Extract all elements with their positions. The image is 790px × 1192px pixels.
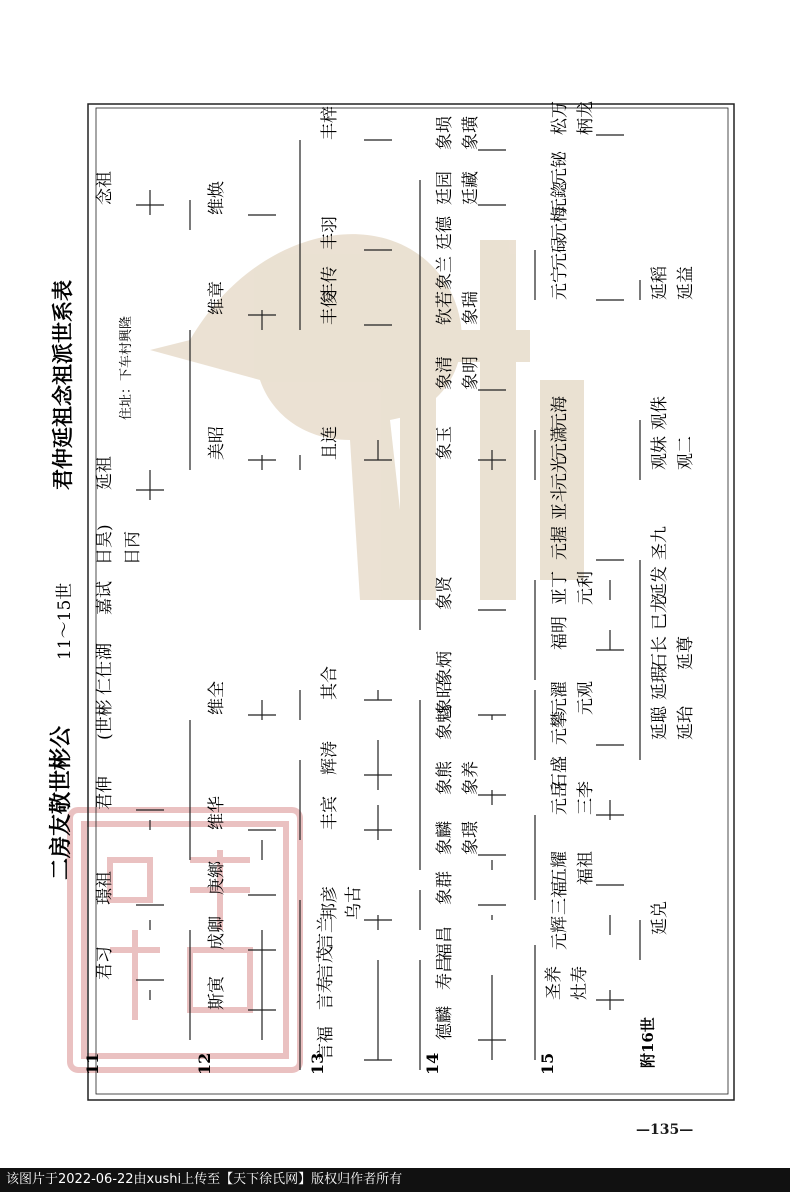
person-node: 延发	[650, 566, 670, 600]
person-node: 元濯	[550, 681, 570, 715]
person-node: 言寿	[316, 976, 336, 1010]
person-node: 元海	[550, 396, 570, 430]
person-node: 寿昌	[435, 956, 455, 990]
title-right-group	[50, 280, 75, 490]
person-node: 斯寅	[207, 976, 227, 1010]
person-node: 廷园	[435, 171, 455, 205]
person-node: 湖	[95, 643, 115, 660]
person-node: 言兰	[316, 916, 336, 950]
title-range-group	[55, 583, 75, 660]
person-node: 辉涛	[320, 741, 340, 775]
person-node: 元梅	[550, 206, 570, 240]
person-node: 福昌	[435, 926, 455, 960]
person-node: 象养	[461, 761, 481, 795]
tree-nodes	[95, 101, 696, 1060]
person-node: 延益	[676, 266, 696, 300]
person-node: 廷藏	[461, 171, 481, 205]
person-node: 元潇	[550, 426, 570, 460]
person-node: 元铋	[550, 151, 570, 185]
generation-label: 14	[423, 1052, 442, 1075]
person-node: 已龙	[650, 596, 670, 630]
person-node: 福祖	[576, 851, 596, 885]
title-range: 11～15世	[55, 582, 75, 660]
generation-label: 13	[308, 1052, 327, 1075]
title-left-group	[48, 725, 74, 880]
person-node: 观二	[676, 436, 696, 470]
person-node: 邦彦	[320, 886, 340, 920]
person-node: 柄龙	[576, 101, 596, 135]
person-node: 元鍃	[550, 181, 570, 215]
person-node: 维全	[207, 681, 227, 715]
person-node: 乌古	[344, 886, 364, 920]
person-node: 象玉	[435, 426, 455, 460]
person-node: 三福	[550, 881, 570, 915]
person-node: 日丙	[123, 531, 143, 565]
person-node: 元辉	[550, 916, 570, 950]
person-node: 象贤	[435, 576, 455, 610]
person-node: 延兑	[650, 901, 670, 935]
person-node: 象璟	[461, 821, 481, 855]
generation-label: 12	[195, 1052, 214, 1075]
person-node: 石长	[650, 636, 670, 670]
person-node: 延祖	[95, 456, 115, 490]
person-node: 象兰	[435, 256, 455, 290]
person-node: 成卿	[207, 916, 227, 950]
page-number: —135—	[636, 1122, 694, 1138]
person-node: 君习	[95, 946, 115, 980]
title-left: 二房友敬世彬公	[48, 725, 74, 880]
person-node: 延尊	[676, 636, 696, 670]
person-node: 象昭	[435, 681, 455, 715]
person-node: 象清	[435, 356, 455, 390]
person-node: 圣养	[544, 966, 564, 1000]
person-node: 元岳	[550, 781, 570, 815]
person-node: 延瑕	[650, 666, 670, 700]
person-node: 象麟	[435, 821, 455, 855]
person-node: 丰俊	[320, 291, 340, 325]
person-node: 元利	[576, 571, 596, 605]
person-node: 灶寿	[570, 966, 590, 1000]
address-note: 住址：下车村興隆	[119, 315, 134, 420]
person-node: 元宁	[550, 266, 570, 300]
person-node: 言茂	[316, 946, 336, 980]
person-node: 念祖	[95, 171, 115, 205]
person-node: 其合	[320, 666, 340, 700]
person-node: 延稻	[650, 266, 670, 300]
person-node: 福明	[550, 616, 570, 650]
person-node: 德麟	[435, 1006, 455, 1040]
person-node: 廷德	[435, 216, 455, 250]
person-node: 象瑞	[461, 291, 481, 325]
person-node: 象熊	[435, 761, 455, 795]
person-node: 元握	[550, 526, 570, 560]
person-node: 言福	[316, 1026, 336, 1060]
person-node: 延珆	[676, 706, 696, 740]
person-node: 象魁	[435, 706, 455, 740]
person-node: 延聪	[650, 706, 670, 740]
person-node: 维华	[207, 796, 227, 830]
generation-label: 11	[83, 1052, 102, 1075]
person-node: 钦若	[435, 291, 455, 325]
address-group	[118, 316, 134, 420]
person-node: 象璜	[461, 116, 481, 150]
person-node: 嘉试	[95, 581, 115, 615]
person-node: (世彬	[95, 699, 115, 740]
generation-labels	[83, 1017, 657, 1075]
person-node: 璟祖	[95, 871, 115, 905]
person-node: 美昭	[207, 426, 227, 460]
person-node: 庚鄉	[207, 861, 227, 895]
person-node: 五耀	[550, 851, 570, 885]
generation-label: 15	[538, 1052, 557, 1075]
person-node: 维章	[207, 281, 227, 315]
person-node: 日昊)	[95, 524, 115, 565]
person-node: 丰传	[320, 266, 340, 300]
person-node: 观侏	[650, 396, 670, 430]
generation-label: 附16世	[639, 1017, 657, 1068]
person-node: 丰羽	[320, 216, 340, 250]
person-node: 松万	[550, 101, 570, 135]
person-node: 圣九	[650, 526, 670, 560]
person-node: 元碌	[550, 236, 570, 270]
person-node: 元光	[550, 456, 570, 490]
person-node: 且连	[320, 426, 340, 460]
person-node: 丰梓	[320, 106, 340, 140]
person-node: 丰宾	[320, 796, 340, 830]
table-frame	[88, 104, 734, 1100]
upload-footer: 该图片于2022-06-22由xushi上传至【天下徐氏网】版权归作者所有	[0, 1168, 790, 1192]
person-node: 石盛	[550, 756, 570, 790]
person-node: 象埙	[435, 116, 455, 150]
person-node: 元攀	[550, 711, 570, 745]
person-node: 亚丁	[550, 571, 570, 605]
person-node: 观妹	[650, 436, 670, 470]
title-right: 君仲延祖念祖派世系表	[50, 280, 75, 490]
person-node: 象群	[435, 871, 455, 905]
person-node: 仁仕	[95, 661, 115, 695]
person-node: 三李	[576, 781, 596, 815]
person-node: 君伸	[95, 776, 115, 810]
person-node: 亚斗	[550, 486, 570, 520]
person-node: 象炳	[435, 651, 455, 685]
person-node: 元观	[576, 681, 596, 715]
person-node: 维焕	[207, 181, 227, 215]
person-node: 象明	[461, 356, 481, 390]
